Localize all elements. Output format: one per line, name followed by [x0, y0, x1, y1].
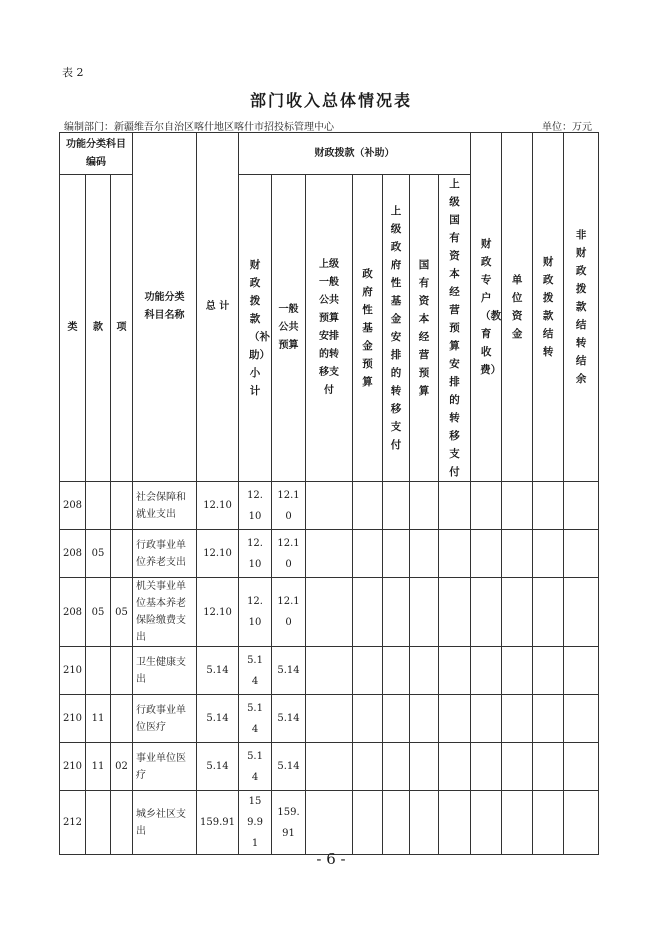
- cell-lei: 208: [60, 482, 86, 530]
- cell-empty: [564, 647, 599, 695]
- cell-empty: [502, 743, 533, 791]
- cell-empty: [306, 647, 353, 695]
- cell-empty: [564, 743, 599, 791]
- cell-empty: [533, 530, 564, 578]
- cell-empty: [410, 791, 439, 855]
- header-total: 总 计: [197, 133, 239, 482]
- cell-empty: [410, 578, 439, 647]
- cell-general: [272, 530, 306, 578]
- cell-lei: 212: [60, 791, 86, 855]
- cell-general-text: 5.14: [277, 761, 300, 772]
- cell-empty: [471, 578, 502, 647]
- cell-general-text: 12.10: [277, 596, 300, 628]
- cell-general: [272, 791, 306, 855]
- cell-empty: [410, 743, 439, 791]
- cell-total: 12.10: [197, 530, 239, 578]
- cell-name: [133, 530, 197, 578]
- cell-name: [133, 791, 197, 855]
- cell-empty: [439, 578, 471, 647]
- cell-empty: [410, 695, 439, 743]
- cell-subtotal: [239, 743, 272, 791]
- header-upper-state-capital: 上级国有资本经营预算安排的转移支付: [439, 175, 471, 482]
- cell-empty: [471, 647, 502, 695]
- cell-xiang: 02: [111, 743, 133, 791]
- cell-empty: [353, 530, 383, 578]
- cell-empty: [471, 482, 502, 530]
- table-row: [60, 647, 599, 695]
- cell-total: 12.10: [197, 482, 239, 530]
- cell-empty: [471, 695, 502, 743]
- header-nonfiscal-carryover: 非财政拨款结转结余: [564, 133, 599, 482]
- cell-empty: [471, 530, 502, 578]
- header-special-account: 财政专户（教育收费）: [471, 133, 502, 482]
- cell-empty: [383, 791, 410, 855]
- cell-empty: [306, 695, 353, 743]
- table-row: [60, 791, 599, 855]
- cell-general-text: 159.91: [277, 806, 300, 839]
- cell-empty: [353, 578, 383, 647]
- cell-name: [133, 647, 197, 695]
- cell-empty: [353, 647, 383, 695]
- cell-name-text: 机关事业单位基本养老保险缴费支出: [136, 581, 187, 643]
- cell-empty: [439, 743, 471, 791]
- cell-lei: 208: [60, 578, 86, 647]
- cell-empty: [533, 695, 564, 743]
- cell-general: [272, 647, 306, 695]
- cell-empty: [533, 482, 564, 530]
- cell-name: [133, 695, 197, 743]
- cell-general-text: 5.14: [277, 665, 300, 676]
- cell-name: [133, 743, 197, 791]
- cell-empty: [383, 530, 410, 578]
- table-row: [60, 695, 599, 743]
- cell-subtotal-text: 5.14: [247, 702, 263, 735]
- cell-empty: [502, 530, 533, 578]
- header-upper-gov-fund: 上级政府性基金安排的转移支付: [383, 175, 410, 482]
- header-general: 一般公共预算: [272, 175, 306, 482]
- cell-kuan: 05: [86, 578, 111, 647]
- cell-lei: 210: [60, 695, 86, 743]
- cell-lei: 210: [60, 743, 86, 791]
- cell-empty: [383, 482, 410, 530]
- cell-empty: [533, 791, 564, 855]
- header-kuan: 款: [86, 175, 111, 482]
- cell-empty: [533, 647, 564, 695]
- cell-subtotal: [239, 530, 272, 578]
- cell-general: [272, 482, 306, 530]
- header-unit-fund: 单位资金: [502, 133, 533, 482]
- cell-empty: [502, 695, 533, 743]
- cell-kuan: 11: [86, 743, 111, 791]
- cell-empty: [353, 695, 383, 743]
- cell-total: 12.10: [197, 578, 239, 647]
- cell-subtotal: [239, 578, 272, 647]
- header-gov-fund: 政府性基金预算: [353, 175, 383, 482]
- header-lei: 类: [60, 175, 86, 482]
- org-line: 编制部门：新疆维吾尔自治区喀什地区喀什市招投标管理中心: [64, 122, 334, 133]
- cell-general: [272, 695, 306, 743]
- cell-name-text: 事业单位医疗: [136, 752, 187, 781]
- cell-empty: [410, 482, 439, 530]
- cell-kuan: [86, 647, 111, 695]
- cell-empty: [533, 743, 564, 791]
- header-fiscal-group: 财政拨款（补助）: [239, 133, 471, 175]
- cell-name-text: 行政事业单位医疗: [136, 704, 187, 733]
- cell-empty: [306, 530, 353, 578]
- cell-empty: [410, 530, 439, 578]
- cell-xiang: [111, 695, 133, 743]
- cell-name: [133, 482, 197, 530]
- cell-empty: [353, 482, 383, 530]
- cell-kuan: [86, 482, 111, 530]
- cell-xiang: [111, 482, 133, 530]
- cell-subtotal: [239, 791, 272, 855]
- cell-subtotal-text: 5.14: [247, 654, 263, 687]
- cell-empty: [439, 482, 471, 530]
- cell-empty: [306, 791, 353, 855]
- cell-general-text: 5.14: [277, 713, 300, 724]
- cell-empty: [383, 578, 410, 647]
- cell-subtotal-text: 5.14: [247, 750, 263, 783]
- table-row: [60, 482, 599, 530]
- header-upper-general: 上级一般公共预算安排的转移支付: [306, 175, 353, 482]
- page-title: 部门收入总体情况表: [249, 91, 412, 110]
- cell-xiang: [111, 647, 133, 695]
- cell-subtotal-text: 12.10: [247, 489, 263, 522]
- cell-name-text: 卫生健康支出: [136, 656, 187, 685]
- table-row: [60, 578, 599, 647]
- cell-xiang: [111, 530, 133, 578]
- cell-subtotal: [239, 482, 272, 530]
- cell-lei: 210: [60, 647, 86, 695]
- cell-total: 5.14: [197, 695, 239, 743]
- cell-general-text: 12.10: [277, 537, 300, 570]
- cell-empty: [564, 482, 599, 530]
- cell-empty: [471, 791, 502, 855]
- cell-empty: [502, 791, 533, 855]
- cell-kuan: 11: [86, 695, 111, 743]
- cell-empty: [306, 743, 353, 791]
- cell-total: 5.14: [197, 647, 239, 695]
- header-subtotal: 财政拨款（补助）小计: [239, 175, 272, 482]
- table-row: [60, 743, 599, 791]
- cell-kuan: [86, 791, 111, 855]
- cell-empty: [306, 482, 353, 530]
- table-label: 表 2: [62, 66, 84, 79]
- table-row: [60, 530, 599, 578]
- cell-subtotal-text: 12.10: [247, 537, 263, 570]
- cell-empty: [353, 743, 383, 791]
- cell-empty: [353, 791, 383, 855]
- cell-total: 5.14: [197, 743, 239, 791]
- cell-general-text: 12.10: [277, 489, 300, 522]
- cell-empty: [383, 695, 410, 743]
- cell-subtotal: [239, 695, 272, 743]
- cell-empty: [564, 578, 599, 647]
- cell-empty: [564, 695, 599, 743]
- cell-empty: [533, 578, 564, 647]
- cell-general: [272, 743, 306, 791]
- income-table: [59, 132, 599, 855]
- cell-lei: 208: [60, 530, 86, 578]
- cell-general: [272, 578, 306, 647]
- cell-empty: [502, 578, 533, 647]
- header-fiscal-carryover: 财政拨款结转: [533, 133, 564, 482]
- cell-total: 159.91: [197, 791, 239, 855]
- cell-name-text: 行政事业单位养老支出: [136, 539, 187, 568]
- cell-subtotal-text: 12.10: [247, 596, 263, 628]
- header-code-group: 功能分类科目编码: [60, 133, 133, 175]
- cell-xiang: [111, 791, 133, 855]
- cell-xiang: 05: [111, 578, 133, 647]
- cell-empty: [564, 530, 599, 578]
- table-rows: [60, 482, 599, 855]
- cell-name: [133, 578, 197, 647]
- cell-empty: [471, 743, 502, 791]
- cell-name-text: 社会保障和就业支出: [136, 491, 187, 520]
- cell-kuan: 05: [86, 530, 111, 578]
- cell-empty: [383, 647, 410, 695]
- cell-empty: [439, 791, 471, 855]
- header-name: 功能分类科目名称: [133, 133, 197, 482]
- cell-subtotal: [239, 647, 272, 695]
- cell-empty: [439, 695, 471, 743]
- cell-empty: [306, 578, 353, 647]
- cell-empty: [502, 647, 533, 695]
- unit-line: 单位：万元: [542, 122, 592, 133]
- cell-empty: [410, 647, 439, 695]
- cell-name-text: 城乡社区支出: [136, 808, 187, 837]
- cell-empty: [439, 647, 471, 695]
- header-state-capital: 国有资本经营预算: [410, 175, 439, 482]
- header-xiang: 项: [111, 175, 133, 482]
- cell-empty: [439, 530, 471, 578]
- cell-empty: [383, 743, 410, 791]
- cell-subtotal-text: 159.91: [247, 796, 263, 849]
- page-number: - 6 -: [316, 850, 346, 868]
- cell-empty: [564, 791, 599, 855]
- cell-empty: [502, 482, 533, 530]
